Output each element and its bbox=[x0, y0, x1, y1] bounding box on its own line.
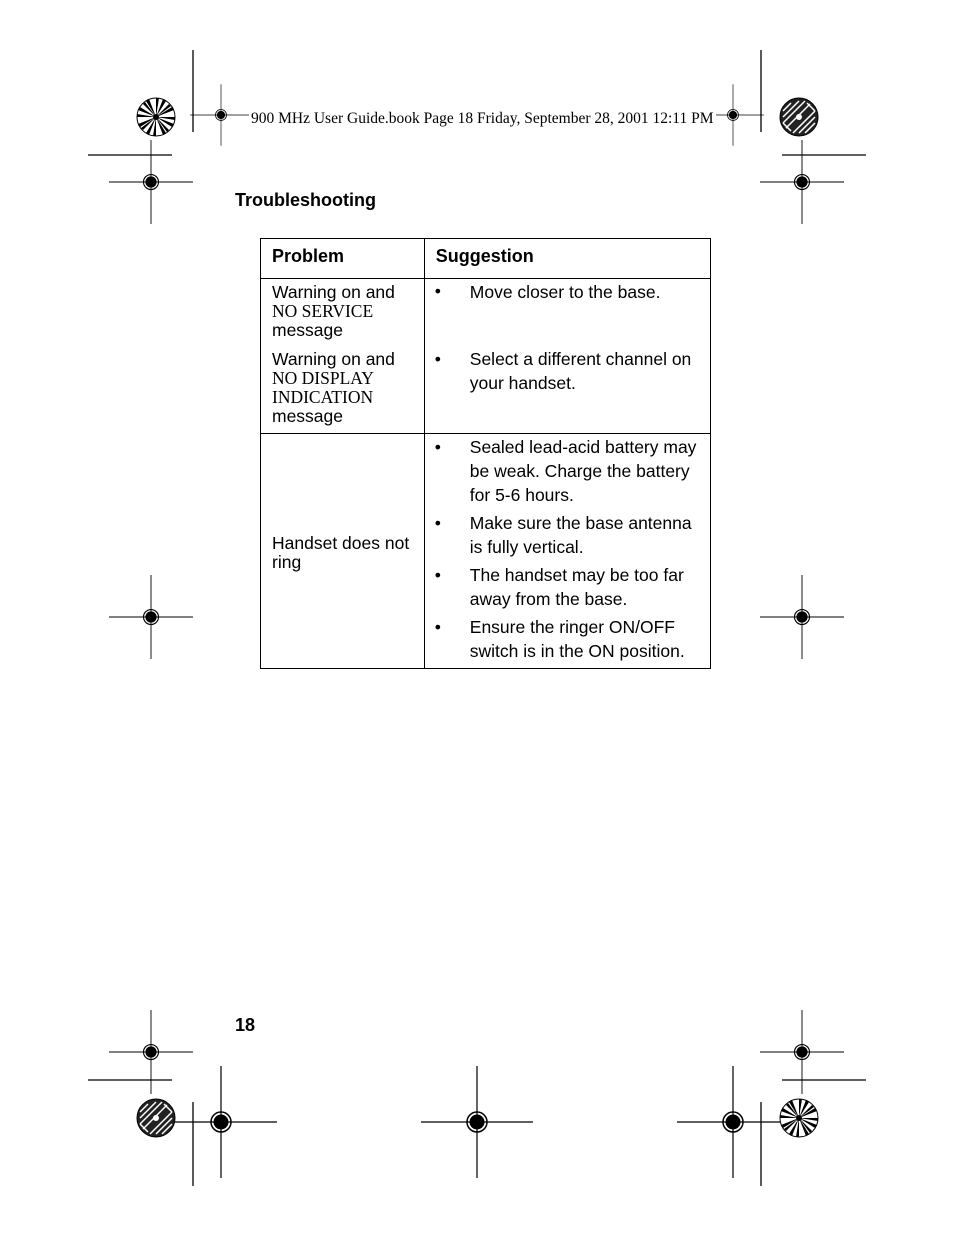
suggestion-text: Select a different channel on your handset. bbox=[469, 349, 692, 393]
table-row bbox=[261, 279, 711, 434]
problem-text: Warning on and bbox=[272, 349, 395, 369]
color-star-mark bbox=[137, 98, 175, 136]
suggestion-text: The handset may be too far away from the base. bbox=[469, 565, 684, 609]
suggestion-column-header: Suggestion bbox=[424, 239, 710, 279]
list-item bbox=[425, 279, 710, 347]
problem-text: Handset does not ring bbox=[272, 533, 410, 572]
page-number: 18 bbox=[235, 1015, 256, 1035]
suggestion-text: Sealed lead-acid battery may be weak. Charge the battery for 5-6 hours. bbox=[469, 437, 697, 505]
list-item bbox=[425, 563, 710, 611]
suggestion-text: Make sure the base antenna is fully vertical. bbox=[469, 513, 692, 557]
bullet: • bbox=[434, 281, 441, 301]
registration-mark bbox=[760, 1010, 844, 1094]
list-item bbox=[425, 615, 710, 663]
print-slug: 900 MHz User Guide.book Page 18 Friday, September 28, 2001 12:11 PM bbox=[251, 110, 714, 127]
list-item bbox=[425, 511, 710, 559]
display-message-code: NO SERVICE bbox=[272, 301, 374, 321]
bullet: • bbox=[434, 349, 441, 369]
problem-no-display bbox=[272, 350, 418, 426]
suggestion-list bbox=[425, 279, 710, 395]
problem-text: message bbox=[272, 406, 344, 426]
suggestion-list bbox=[425, 435, 710, 663]
bullet: • bbox=[434, 437, 441, 457]
registration-mark bbox=[760, 575, 844, 659]
color-star-mark bbox=[780, 1099, 818, 1137]
registration-mark bbox=[109, 575, 193, 659]
problem-cell bbox=[261, 434, 425, 669]
problem-text: message bbox=[272, 320, 344, 340]
registration-mark bbox=[109, 140, 193, 224]
display-message-code: INDICATION bbox=[272, 387, 374, 407]
problem-cell bbox=[261, 279, 425, 434]
list-item bbox=[425, 435, 710, 507]
registration-mark bbox=[677, 1066, 789, 1178]
suggestion-text: Move closer to the base. bbox=[469, 282, 661, 302]
problem-column-header: Problem bbox=[261, 239, 425, 279]
section-title: Troubleshooting bbox=[235, 190, 376, 210]
suggestion-cell bbox=[424, 279, 710, 434]
bullet: • bbox=[434, 513, 441, 533]
table-header-row bbox=[261, 239, 711, 279]
display-message-code: NO DISPLAY bbox=[272, 368, 374, 388]
color-star-mark bbox=[780, 98, 818, 136]
registration-mark bbox=[421, 1066, 533, 1178]
color-star-mark bbox=[137, 1099, 175, 1137]
registration-mark bbox=[109, 1010, 193, 1094]
bullet: • bbox=[434, 565, 441, 585]
troubleshooting-table bbox=[260, 238, 711, 669]
registration-mark bbox=[190, 84, 252, 146]
registration-mark bbox=[760, 140, 844, 224]
problem-text: Warning on and bbox=[272, 282, 395, 302]
registration-mark bbox=[165, 1066, 277, 1178]
problem-no-service bbox=[272, 283, 418, 340]
bullet: • bbox=[434, 617, 441, 637]
table-row bbox=[261, 434, 711, 669]
suggestion-cell bbox=[424, 434, 710, 669]
suggestion-text: Ensure the ringer ON/OFF switch is in the ON position. bbox=[469, 617, 685, 661]
list-item bbox=[425, 347, 710, 395]
